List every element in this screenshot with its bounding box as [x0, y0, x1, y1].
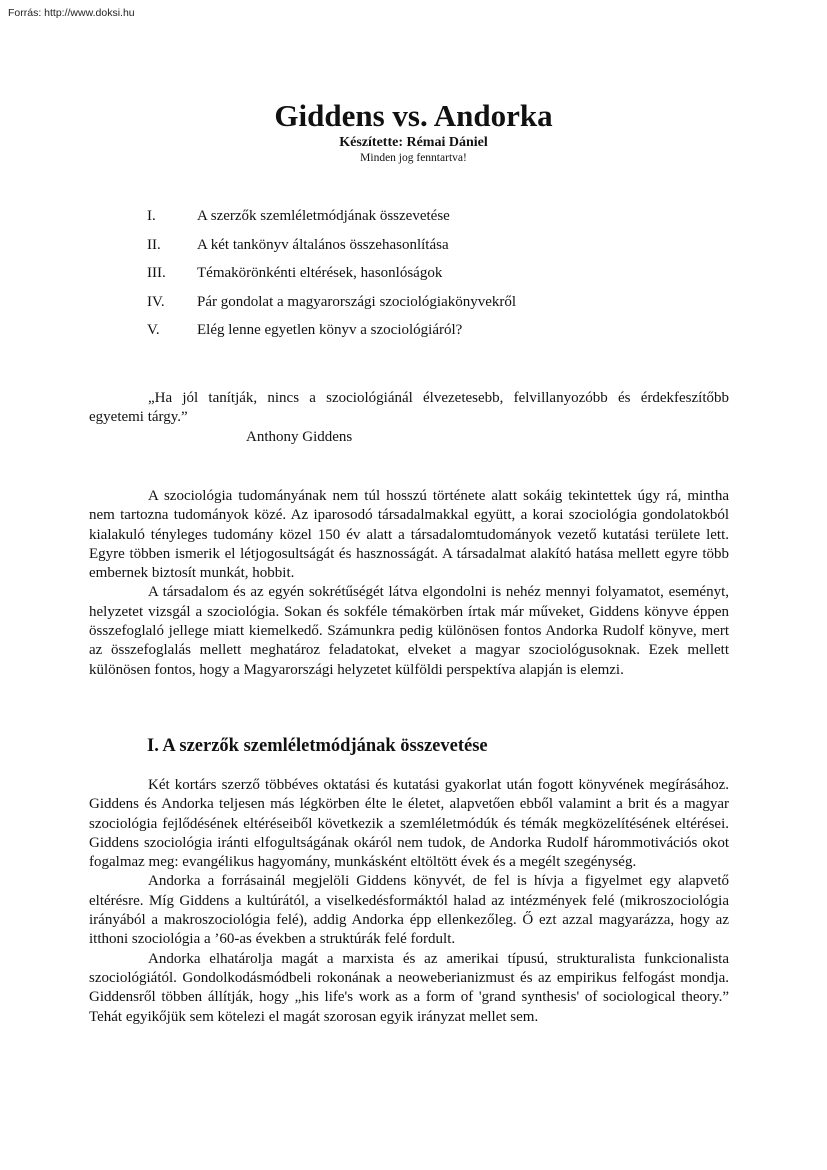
toc-item-number: III. — [147, 265, 166, 281]
toc-item-label: A szerzők szemléletmódjának összevetése — [197, 208, 450, 224]
epigraph-author: Anthony Giddens — [246, 429, 353, 445]
table-of-contents — [147, 206, 516, 349]
section-body — [89, 776, 729, 1027]
toc-item-label: Témakörönkénti eltérések, hasonlóságok — [197, 265, 443, 281]
toc-item-label: A két tankönyv általános összehasonlítása — [197, 236, 449, 253]
toc-item-number: I. — [147, 208, 156, 224]
toc-item — [147, 263, 516, 292]
toc-item-number: IV. — [147, 293, 165, 310]
epigraph-text: „Ha jól tanítják, nincs a szociológiánál élvezetesebb, felvillanyozóbb és érdekfeszítőbb egyetemi tárgy.” — [89, 390, 729, 426]
document-title: Giddens vs. Andorka — [274, 98, 553, 133]
toc-item — [147, 292, 516, 321]
toc-item — [147, 235, 516, 264]
toc-item-number: II. — [147, 236, 161, 253]
author-line: Készítette: Rémai Dániel — [339, 135, 488, 150]
toc-item-label: Pár gondolat a magyarországi szociológiakönyvekről — [197, 293, 517, 310]
toc-item — [147, 320, 516, 349]
paragraph: A társadalom és az egyén sokrétűségét látva elgondolni is nehéz mennyi folyamatot, eseményt, helyzetet vizsgál a szociológia. Sokan és sokféle témakörben írtak már műveket, Giddens könyve éppen összefoglaló jellege miatt kiemelkedő. Számunkra pedig különösen fontos Andorka Rudolf könyve, mert az összefoglalás mellett meghatároz feladatokat, elveket a magyar szociológusoknak. Ezek mellett különösen fontos, hogy a Magyarországi helyzetet külföldi perspektíva alapján is elemzi. — [89, 584, 729, 678]
paragraph: A szociológia tudományának nem túl hosszú története alatt sokáig tekintettek úgy rá, mintha nem tartozna tudományok közé. Az iparosodó társadalmakkal együtt, a korai szociológia gondolatokból kialakuló tényleges tudomány közel 150 év alatt a társadalomtudományok vezető kutatási területe lett. Egyre többen ismerik el létjogosultságát és hasznosságát. A társadalmat alakító hatása mellett egyre több embernek biztosít munkát, hobbit. — [89, 488, 729, 582]
rights-notice: Minden jog fenntartva! — [360, 152, 467, 164]
source-watermark: Forrás: http://www.doksi.hu — [8, 7, 135, 19]
epigraph — [89, 389, 729, 428]
toc-item-number: V. — [147, 322, 160, 338]
toc-item — [147, 206, 516, 235]
toc-item-label: Elég lenne egyetlen könyv a szociológiáról? — [197, 322, 463, 338]
paragraph: Andorka elhatárolja magát a marxista és az amerikai típusú, strukturalista funkcionalista szociológiától. Gondolkodásmódbeli rokonának a neoweberianizmust és az empirikus felfogást mondja. Giddensről többen állítják, hogy „his life's work as a form of 'grand synthesis' of sociological theory.” Tehát egyikőjük sem kötelezi el magát szorosan egyik irányzat mellet sem. — [89, 950, 729, 1025]
intro-section — [89, 487, 729, 680]
section-heading: I. A szerzők szemléletmódjának összevetése — [147, 736, 488, 756]
paragraph: Két kortárs szerző többéves oktatási és kutatási gyakorlat után fogott könyvének megírásához. Giddens és Andorka teljesen más légkörben élte le életet, alapvetően ebből valamint a brit és a magyar szociológia fejlődésének eltéréseiből következik a szemléletmódúk és témák megközelítésének eltérései. Giddens szociológia iránti elfogultságának okáról nem tudok, de Andorka Rudolf hárommotivációs okot fogalmaz meg: evangélikus hagyomány, munkásként eltöltött évek és a megélt szegénység. — [89, 777, 729, 871]
paragraph: Andorka a forrásainál megjelöli Giddens könyvét, de fel is hívja a figyelmet egy alapvető eltérésre. Míg Giddens a kultúrától, a viselkedésformáktól halad az intézmények felé (mikroszociológia irányából a makroszociológia felé), addig Andorka épp ellenkezőleg. Ő ezt azzal magyarázza, hogy az itthoni szociológia a ’60-as években a struktúrák felé fordult. — [89, 873, 729, 948]
